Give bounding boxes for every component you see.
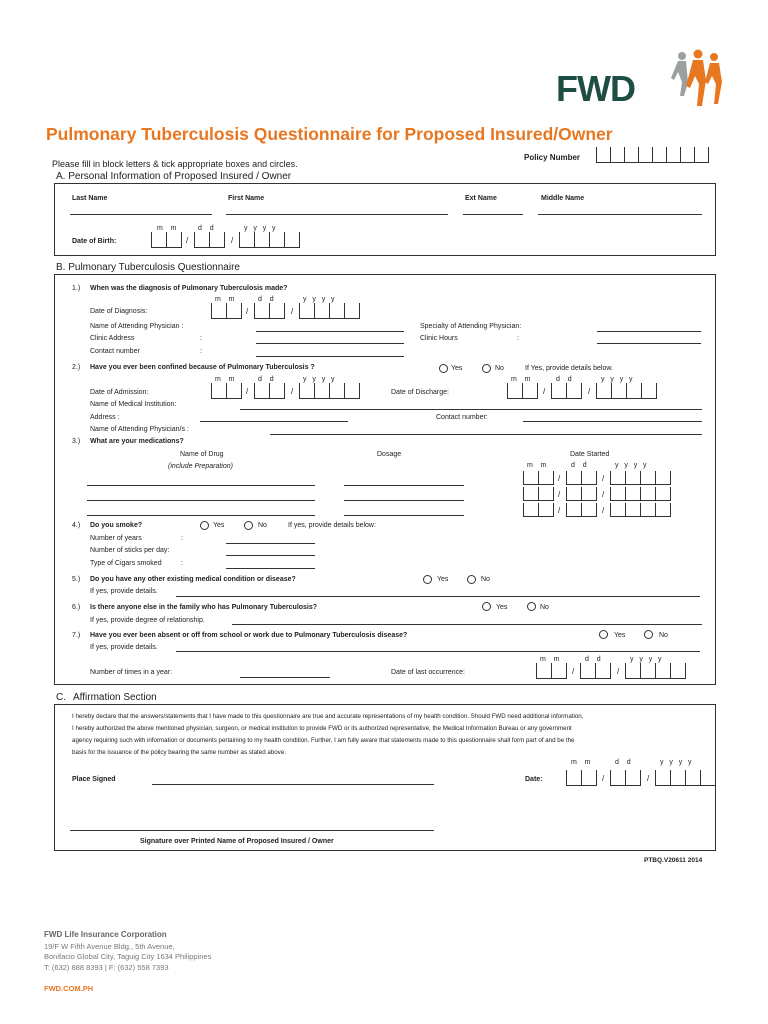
form-code: PTBQ.V20611 2014 [644,857,703,864]
c-yyyy-label: y y y y [660,759,692,766]
q2-no-label: No [495,365,504,372]
q2-discharge-year-field[interactable] [596,383,656,397]
q3-date-year-field-3[interactable] [610,503,670,517]
q3-date-month-field-1[interactable] [523,471,553,485]
q7-if-yes: If yes, provide details. [90,644,158,651]
slash: / [602,474,605,483]
q1-clinic-hours-label: Clinic Hours [420,335,458,342]
q1-dd-label: d d [258,296,274,303]
q2-adm-mm-label: m m [215,376,235,383]
sign-year-field[interactable] [655,770,715,784]
colon: : [200,335,202,342]
q1-mm-label: m m [215,296,235,303]
q1-day-field[interactable] [254,303,284,317]
q3-drug-field-2[interactable] [87,500,315,501]
affirmation-line-3: agency requiring such with information or documents pertaining to my health condition. Further, I am fully aware that statements made to this questionnaire shall form part of and be the [72,737,575,744]
q3-date-month-field-2[interactable] [523,487,553,501]
q2-dis-yyyy-label: y y y y [601,376,633,383]
q2-if-yes: If Yes, provide details below. [525,365,613,372]
q2-adm-yyyy-label: y y y y [303,376,335,383]
q6-no-radio[interactable] [527,602,536,611]
q4-yes-label: Yes [213,522,225,529]
signature-label: Signature over Printed Name of Proposed Insured / Owner [140,838,334,845]
q4-if-yes: If yes, provide details below: [288,522,376,529]
q2-admission-day-field[interactable] [254,383,284,397]
first-name-field[interactable] [226,214,448,215]
q2-no-radio[interactable] [482,364,491,373]
q3-date-day-field-2[interactable] [566,487,596,501]
policy-number-label: Policy Number [524,153,581,162]
q2-admission-month-field[interactable] [211,383,241,397]
q3-drug-field-1[interactable] [87,485,315,486]
q2-physicians-field[interactable] [270,434,702,435]
q3-mm-label: m m [527,462,547,469]
q6-yes-label: Yes [496,604,508,611]
q7-times-field[interactable] [240,677,330,678]
q2-contact-label: Contact number: [436,414,488,421]
q1-date-label: Date of Diagnosis: [90,308,148,315]
q3-date-day-field-3[interactable] [566,503,596,517]
q7-last-year-field[interactable] [625,663,685,677]
dob-label: Date of Birth: [72,238,117,245]
fwd-logo [556,70,635,108]
q7-last-label: Date of last occurrence: [391,669,465,676]
slash: / [602,490,605,499]
q3-dosage-field-2[interactable] [344,500,464,501]
q4-sticks-field[interactable] [226,555,315,556]
q4-text: Do you smoke? [90,522,143,529]
q2-text: Have you ever been confined because of Pulmonary Tuberculosis ? [90,364,315,371]
date-label: Date: [525,776,543,783]
q6-yes-radio[interactable] [482,602,491,611]
q7-text: Have you ever been absent or off from school or work due to Pulmonary Tuberculosis disease? [90,632,408,639]
c-dd-label: d d [615,759,631,766]
policy-number-field[interactable] [596,147,708,161]
q7-last-month-field[interactable] [536,663,566,677]
colon: : [181,560,183,567]
q4-yes-radio[interactable] [200,521,209,530]
q2-dis-dd-label: d d [556,376,572,383]
slash: / [602,774,605,783]
q1-physician-label: Name of Attending Physician : [90,323,184,330]
q2-institution-field[interactable] [240,409,702,410]
q5-text: Do you have any other existing medical condition or disease? [90,576,296,583]
q2-discharge-label: Date of Discharge: [391,389,449,396]
q3-drug-sub: (include Preparation) [168,463,233,470]
q3-dd-label: d d [571,462,587,469]
slash: / [558,506,561,515]
slash: / [647,774,650,783]
slash: / [246,307,249,316]
place-signed-label: Place Signed [72,776,116,783]
q3-date-started-header: Date Started [570,451,610,458]
q7-yes-radio[interactable] [599,630,608,639]
ext-name-label: Ext Name [465,195,497,202]
slash: / [617,667,620,676]
q2-discharge-day-field[interactable] [551,383,581,397]
q5-no-label: No [481,576,490,583]
q1-clinic-address-field[interactable] [256,343,404,344]
q7-times-label: Number of times in a year: [90,669,173,676]
middle-name-label: Middle Name [541,195,585,202]
q5-yes-radio[interactable] [423,575,432,584]
slash: / [602,506,605,515]
q7-details-field[interactable] [176,651,700,652]
q2-admission-year-field[interactable] [299,383,359,397]
runners-logo-icon [668,48,728,120]
section-b-title: B. Pulmonary Tuberculosis Questionnaire [56,262,240,273]
q5-if-yes: If yes, provide details. [90,588,158,595]
q4-years-label: Number of years [90,535,142,542]
footer-company: FWD Life Insurance Corporation [44,930,167,939]
q1-contact-field[interactable] [256,356,404,357]
q4-type-field[interactable] [226,568,315,569]
section-a-title: A. Personal Information of Proposed Insured / Owner [56,171,292,182]
q7-mm-label: m m [540,656,560,663]
slash: / [186,236,189,245]
slash: / [246,387,249,396]
q5-number: 5.) [72,576,81,583]
q2-adm-dd-label: d d [258,376,274,383]
slash: / [231,236,234,245]
q3-yyyy-label: y y y y [615,462,647,469]
footer-phone: T: (632) 888 8393 | F: (632) 558 7393 [44,963,169,972]
c-mm-label: m m [571,759,591,766]
q3-date-day-field-1[interactable] [566,471,596,485]
slash: / [558,474,561,483]
q7-yyyy-label: y y y y [630,656,662,663]
q3-date-month-field-3[interactable] [523,503,553,517]
q1-clinic-address-label: Clinic Address [90,335,135,342]
q6-no-label: No [540,604,549,611]
sign-day-field[interactable] [610,770,640,784]
q6-text: Is there anyone else in the family who has Pulmonary Tuberculosis? [90,604,318,611]
q3-dosage-header: Dosage [377,451,402,458]
q1-contact-label: Contact number [90,348,140,355]
q5-no-radio[interactable] [467,575,476,584]
q2-address-field[interactable] [200,421,348,422]
dob-mm-label: m m [157,225,177,232]
q6-if-yes: If yes, provide degree of relationship. [90,617,205,624]
colon: : [200,348,202,355]
q2-discharge-month-field[interactable] [507,383,537,397]
q1-yyyy-label: y y y y [303,296,335,303]
q7-number: 7.) [72,632,81,639]
affirmation-line-4: basis for the issuance of the policy bearing the same number as stated above. [72,749,286,756]
colon: : [181,535,183,542]
q3-drug-field-3[interactable] [87,515,315,516]
signature-field[interactable] [70,830,434,831]
footer-website[interactable]: FWD.COM.PH [44,984,94,993]
slash: / [588,387,591,396]
q3-text: What are your medications? [90,438,184,445]
place-signed-field[interactable] [152,784,434,785]
dob-year-field[interactable] [239,232,299,246]
middle-name-field[interactable] [538,214,702,215]
q7-no-label: No [659,632,668,639]
footer-address-2: Bonifacio Global City, Taguig City 1634 Philippines [44,952,212,961]
q5-yes-label: Yes [437,576,449,583]
colon: : [517,335,519,342]
q4-type-label: Type of Cigars smoked [90,560,162,567]
dob-month-field[interactable] [151,232,181,246]
q1-month-field[interactable] [211,303,241,317]
q4-number: 4.) [72,522,81,529]
sign-month-field[interactable] [566,770,596,784]
first-name-label: First Name [228,195,265,202]
q1-year-field[interactable] [299,303,359,317]
q3-number: 3.) [72,438,81,445]
section-c-label: C. [56,692,66,703]
q2-number: 2.) [72,364,81,371]
q3-date-year-field-2[interactable] [610,487,670,501]
q2-physicians-label: Name of Attending Physician/s : [90,426,189,433]
q1-clinic-hours-field[interactable] [597,343,701,344]
q2-yes-radio[interactable] [439,364,448,373]
last-name-field[interactable] [70,214,212,215]
dob-dd-label: d d [198,225,214,232]
footer-address-1: 19/F W Fifth Avenue Bldg., 5th Avenue, [44,942,175,951]
q3-dosage-field-1[interactable] [344,485,464,486]
q3-date-year-field-1[interactable] [610,471,670,485]
q1-specialty-field[interactable] [597,331,701,332]
q7-no-radio[interactable] [644,630,653,639]
q6-relationship-field[interactable] [232,624,702,625]
q2-address-label: Address : [90,414,120,421]
q2-contact-field[interactable] [523,421,702,422]
q6-number: 6.) [72,604,81,611]
page-title: Pulmonary Tuberculosis Questionnaire for Proposed Insured/Owner [46,124,613,144]
logo-text: FWD [556,68,635,109]
q7-dd-label: d d [585,656,601,663]
slash: / [291,387,294,396]
q2-yes-label: Yes [451,365,463,372]
last-name-label: Last Name [72,195,108,202]
section-c-title: Affirmation Section [73,692,157,703]
q1-physician-field[interactable] [256,331,404,332]
q2-admission-label: Date of Admission: [90,389,149,396]
q2-dis-mm-label: m m [511,376,531,383]
slash: / [572,667,575,676]
dob-yyyy-label: y y y y [244,225,276,232]
q7-last-day-field[interactable] [580,663,610,677]
slash: / [558,490,561,499]
q1-number: 1.) [72,285,81,292]
q3-dosage-field-3[interactable] [344,515,464,516]
instruction-text: Please fill in block letters & tick appropriate boxes and circles. [52,159,298,169]
dob-day-field[interactable] [194,232,224,246]
q4-sticks-label: Number of sticks per day: [90,547,170,554]
q7-yes-label: Yes [614,632,626,639]
q4-no-label: No [258,522,267,529]
slash: / [543,387,546,396]
q4-years-field[interactable] [226,543,315,544]
affirmation-line-1: I hereby declare that the answers/statements that I have made to this questionnaire are true and accurate representations of my health condition. Should FWD need additional information, [72,713,584,720]
q2-institution-label: Name of Medical Institution: [90,401,177,408]
q4-no-radio[interactable] [244,521,253,530]
ext-name-field[interactable] [463,214,523,215]
q1-specialty-label: Specialty of Attending Physician: [420,323,522,330]
q3-drug-header: Name of Drug [180,451,224,458]
slash: / [291,307,294,316]
q1-text: When was the diagnosis of Pulmonary Tuberculosis made? [90,285,288,292]
q5-details-field[interactable] [176,596,700,597]
affirmation-line-2: I hereby authorized the above mentioned physician, surgeon, or medical institution to provide FWD or its authorized representative, the Medical Information Bureau or any government [72,725,572,732]
